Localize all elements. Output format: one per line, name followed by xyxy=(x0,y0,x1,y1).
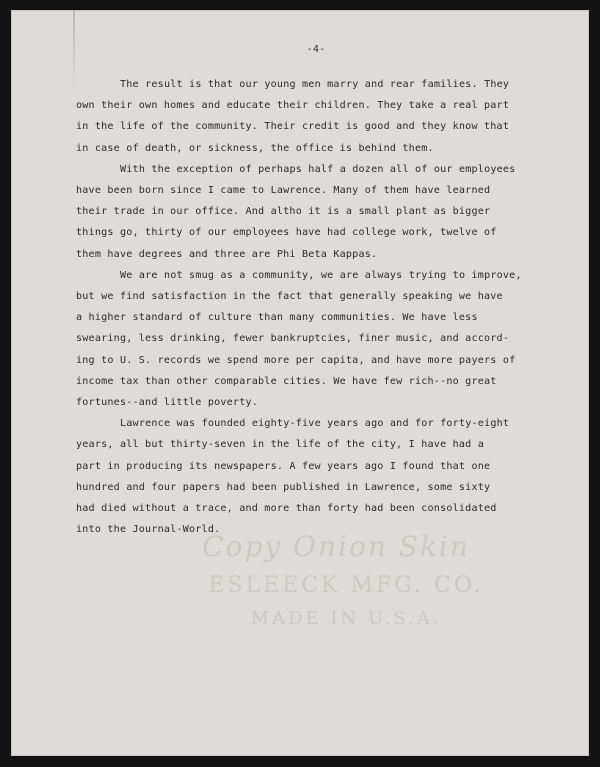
paragraph-2 xyxy=(76,159,556,265)
watermark-line-2: ESLEECK MFG. CO. xyxy=(208,573,484,598)
text-line: With the exception of perhaps half a dozen all of our employees xyxy=(120,163,516,175)
text-line: their trade in our office. And altho it is a small plant as bigger xyxy=(76,206,491,218)
text-line: have been born since I came to Lawrence. Many of them have learned xyxy=(76,185,491,197)
page-number: -4- xyxy=(306,44,326,55)
text-line: Lawrence was founded eighty-five years ago and for forty-eight xyxy=(120,418,510,430)
paragraph-4 xyxy=(76,413,556,540)
text-line: swearing, less drinking, fewer bankruptcies, finer music, and accord- xyxy=(76,333,510,345)
text-line: them have degrees and three are Phi Beta Kappas. xyxy=(76,248,378,260)
text-line: The result is that our young men marry and rear families. They xyxy=(120,79,510,90)
paragraph-3 xyxy=(76,265,556,413)
text-line: a higher standard of culture than many communities. We have less xyxy=(76,312,478,324)
text-line: things go, thirty of our employees have had college work, twelve of xyxy=(76,227,497,239)
text-line: years, all but thirty-seven in the life of the city, I have had a xyxy=(76,439,485,451)
text-line: fortunes--and little poverty. xyxy=(76,397,259,409)
text-line: into the Journal-World. xyxy=(76,524,221,536)
text-line: had died without a trace, and more than forty had been consolidated xyxy=(76,503,497,515)
paper-watermark xyxy=(186,530,506,629)
document-body xyxy=(76,40,556,540)
text-line: in case of death, or sickness, the office is behind them. xyxy=(76,142,434,154)
text-line: part in producing its newspapers. A few years ago I found that one xyxy=(76,460,491,472)
watermark-line-3: MADE IN U.S.A. xyxy=(250,608,442,629)
watermark-line-1: Copy Onion Skin xyxy=(202,530,470,563)
page-fold-mark xyxy=(73,10,75,90)
text-line: hundred and four papers had been published in Lawrence, some sixty xyxy=(76,481,491,493)
text-line: ing to U. S. records we spend more per capita, and have more payers of xyxy=(76,354,516,366)
text-line: income tax than other comparable cities. We have few rich--no great xyxy=(76,375,497,387)
typewritten-page xyxy=(11,10,589,756)
text-line: We are not smug as a community, we are always trying to improve, xyxy=(120,269,522,281)
text-line: own their own homes and educate their children. They take a real part xyxy=(76,100,510,112)
text-line: but we find satisfaction in the fact that generally speaking we have xyxy=(76,291,503,303)
paragraph-1 xyxy=(76,74,556,159)
text-line: in the life of the community. Their credit is good and they know that xyxy=(76,121,510,133)
